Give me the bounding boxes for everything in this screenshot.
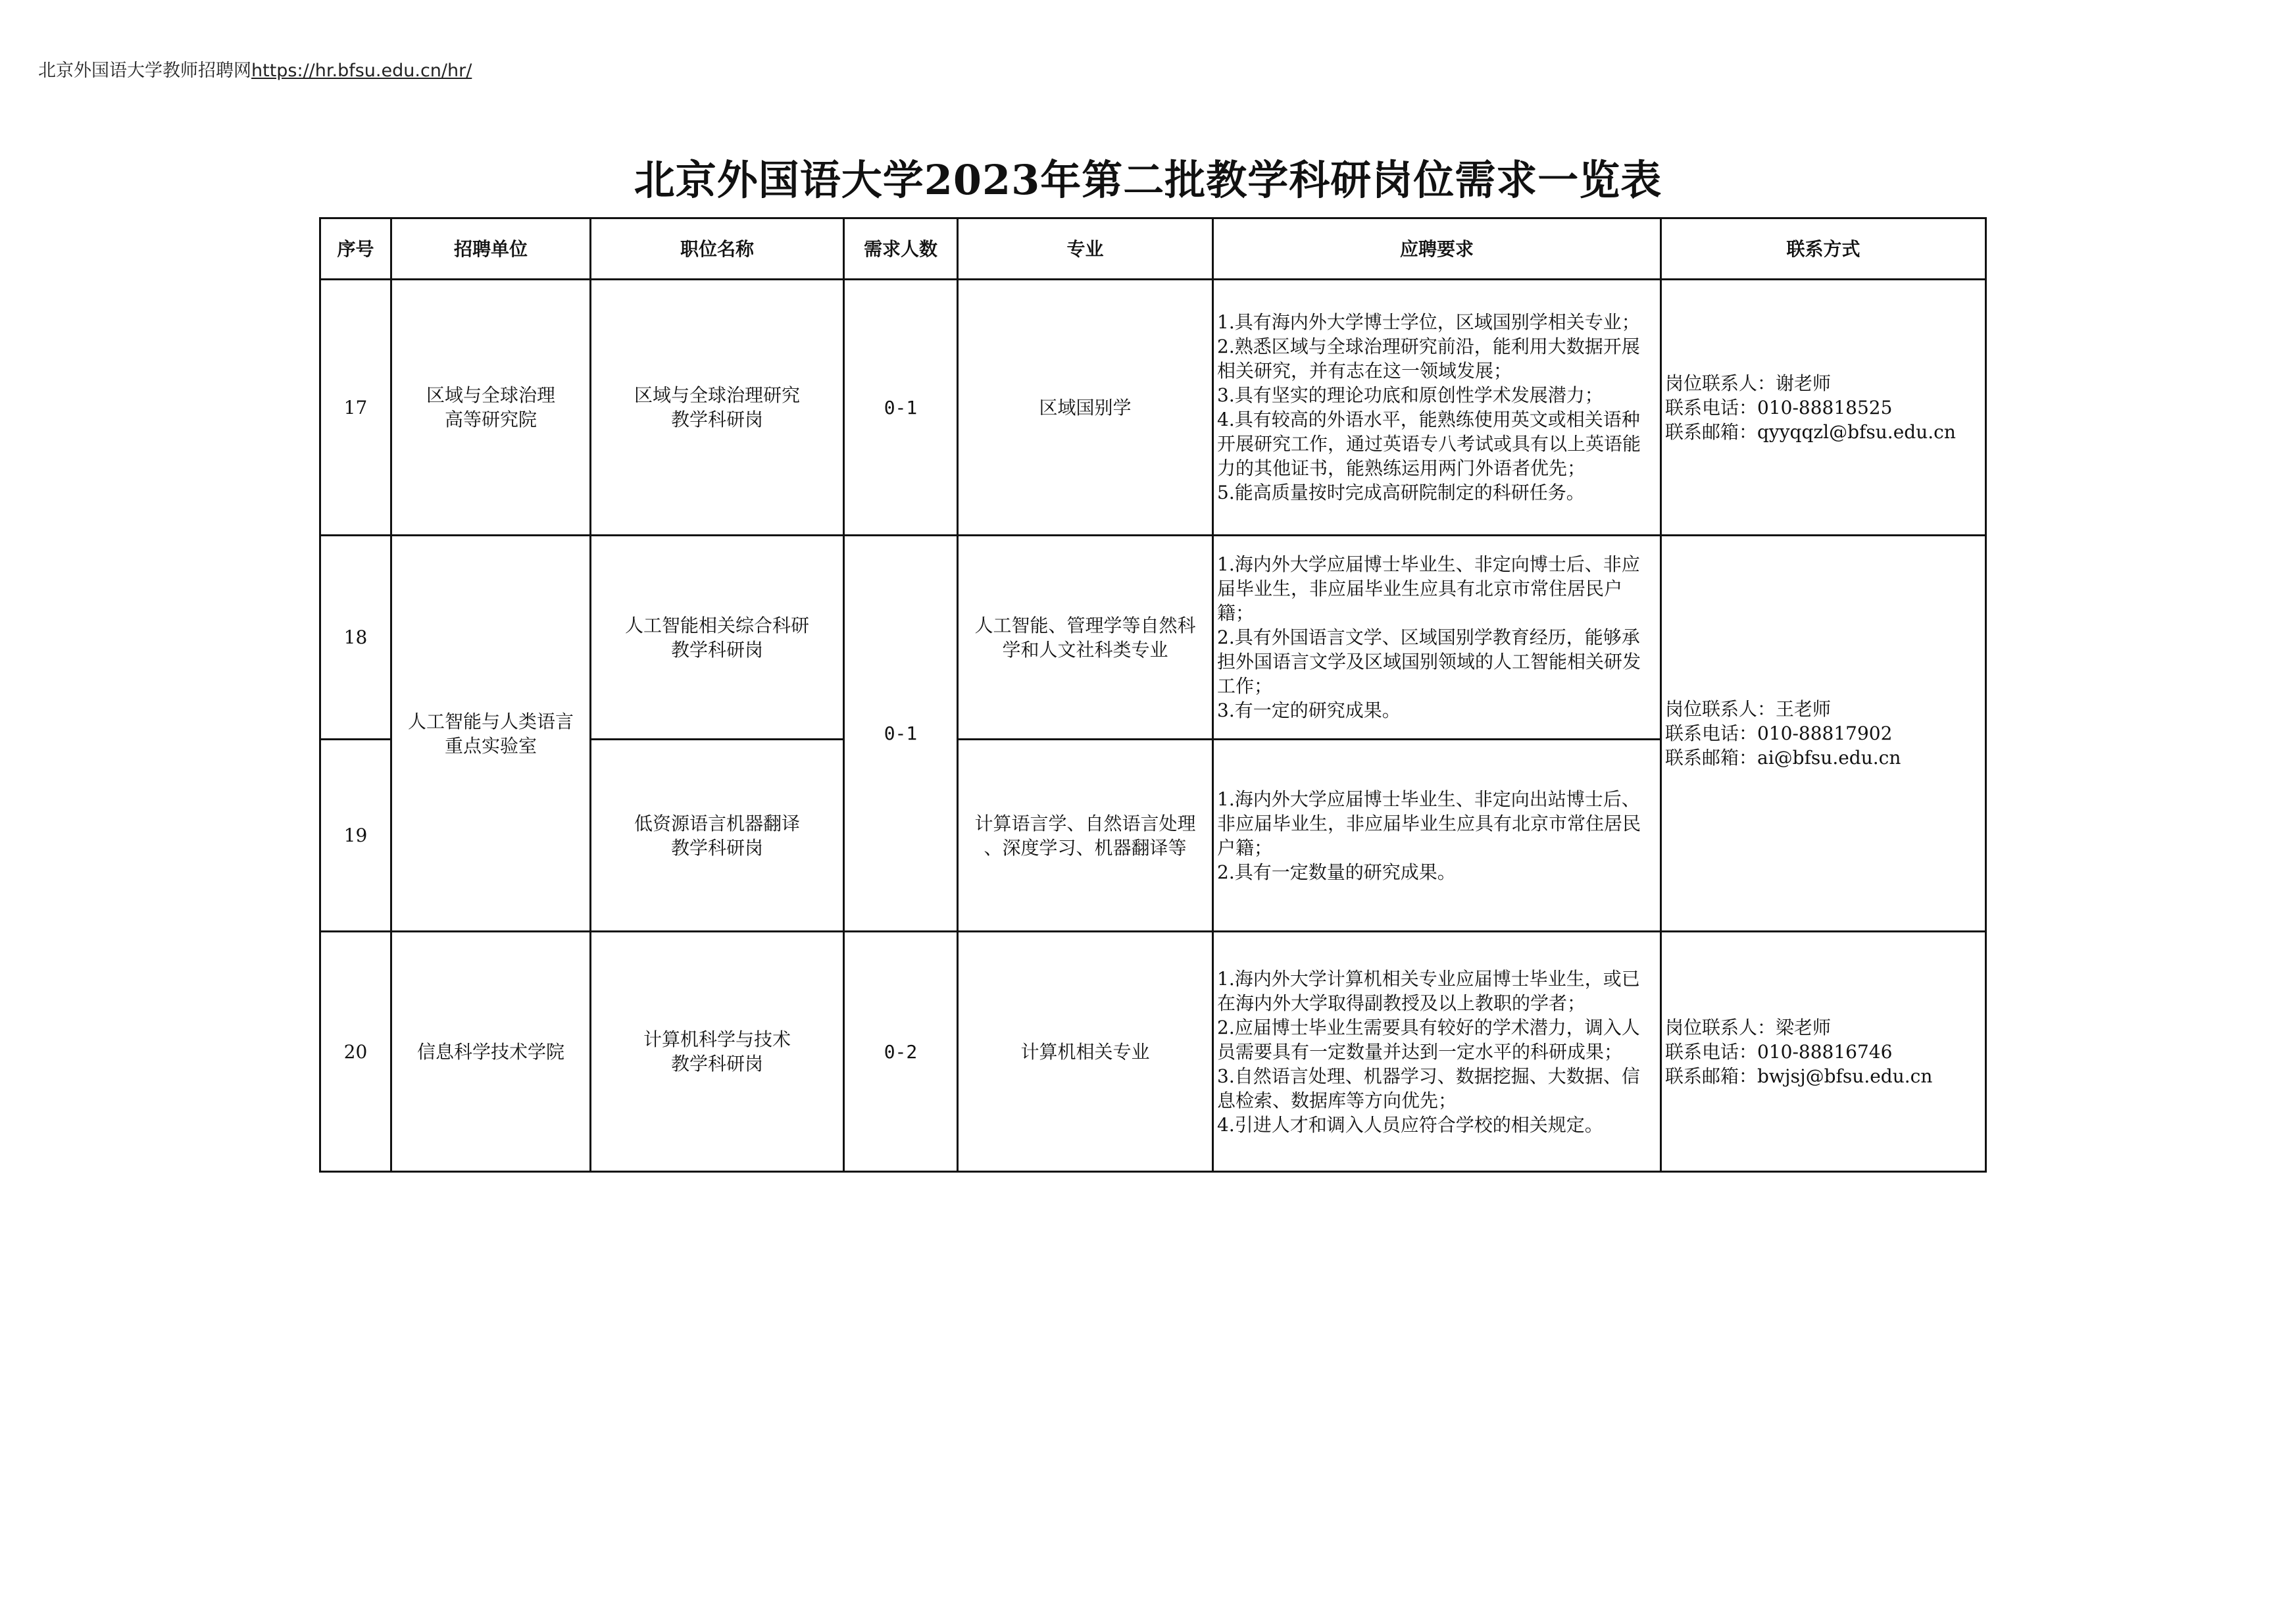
site-name: 北京外国语大学教师招聘网 — [38, 61, 251, 81]
row-no: 19 — [320, 740, 391, 932]
row-requirements: 1.海内外大学应届博士毕业生、非定向出站博士后、非应届毕业生，非应届毕业生应具有北京市常住居民户籍； 2.具有一定数量的研究成果。 — [1213, 740, 1661, 932]
table-row-20 — [320, 932, 1986, 1172]
table-row-18 — [320, 536, 1986, 740]
row-major: 计算机相关专业 — [958, 932, 1213, 1172]
row-major: 计算语言学、自然语言处理 、深度学习、机器翻译等 — [958, 740, 1213, 932]
row-no: 17 — [320, 280, 391, 536]
col-header-requirements: 应聘要求 — [1213, 218, 1661, 280]
row-no: 18 — [320, 536, 391, 740]
page-title: 北京外国语大学2023年第二批教学科研岗位需求一览表 — [634, 156, 1662, 204]
col-header-no: 序号 — [320, 218, 391, 280]
row-unit: 人工智能与人类语言 重点实验室 — [391, 536, 591, 932]
row-no: 20 — [320, 932, 391, 1172]
col-header-position: 职位名称 — [591, 218, 844, 280]
row-position: 区域与全球治理研究 教学科研岗 — [591, 280, 844, 536]
row-position: 计算机科学与技术 教学科研岗 — [591, 932, 844, 1172]
page-header — [38, 59, 472, 83]
row-unit: 信息科学技术学院 — [391, 932, 591, 1172]
row-count: 0-2 — [844, 932, 958, 1172]
row-position: 低资源语言机器翻译 教学科研岗 — [591, 740, 844, 932]
site-link[interactable]: https://hr.bfsu.edu.cn/hr/ — [251, 61, 472, 81]
row-requirements: 1.具有海内外大学博士学位，区域国别学相关专业； 2.熟悉区域与全球治理研究前沿，能利用大数据开展相关研究，并有志在这一领域发展； 3.具有坚实的理论功底和原创性学术发展潜力； 4.具有较高的外语水平，能熟练使用英文或相关语种开展研究工作，通过英语专八考试或具有以上英语能力的其他证书，能熟练运用两门外语者优先； 5.能高质量按时完成高研院制定的科研任务。 — [1213, 280, 1661, 536]
col-header-count: 需求人数 — [844, 218, 958, 280]
row-requirements: 1.海内外大学应届博士毕业生、非定向博士后、非应届毕业生，非应届毕业生应具有北京市常住居民户籍； 2.具有外国语言文学、区域国别学教育经历，能够承担外国语言文学及区域国别领域的人工智能相关研发工作； 3.有一定的研究成果。 — [1213, 536, 1661, 740]
row-count: 0-1 — [844, 536, 958, 932]
row-contact: 岗位联系人：王老师 联系电话：010-88817902 联系邮箱：ai@bfsu.edu.cn — [1661, 536, 1986, 932]
row-position: 人工智能相关综合科研 教学科研岗 — [591, 536, 844, 740]
job-table — [319, 217, 1987, 1173]
row-major: 人工智能、管理学等自然科 学和人文社科类专业 — [958, 536, 1213, 740]
table-header-row — [320, 218, 1986, 280]
col-header-contact: 联系方式 — [1661, 218, 1986, 280]
row-requirements: 1.海内外大学计算机相关专业应届博士毕业生，或已在海内外大学取得副教授及以上教职的学者； 2.应届博士毕业生需要具有较好的学术潜力，调入人员需要具有一定数量并达到一定水平的科研成果； 3.自然语言处理、机器学习、数据挖掘、大数据、信息检索、数据库等方向优先； 4.引进人才和调入人员应符合学校的相关规定。 — [1213, 932, 1661, 1172]
row-major: 区域国别学 — [958, 280, 1213, 536]
row-count: 0-1 — [844, 280, 958, 536]
row-unit: 区域与全球治理 高等研究院 — [391, 280, 591, 536]
col-header-major: 专业 — [958, 218, 1213, 280]
row-contact: 岗位联系人：梁老师 联系电话：010-88816746 联系邮箱：bwjsj@bfsu.edu.cn — [1661, 932, 1986, 1172]
row-contact: 岗位联系人：谢老师 联系电话：010-88818525 联系邮箱：qyyqqzl@bfsu.edu.cn — [1661, 280, 1986, 536]
col-header-unit: 招聘单位 — [391, 218, 591, 280]
table-row-17 — [320, 280, 1986, 536]
